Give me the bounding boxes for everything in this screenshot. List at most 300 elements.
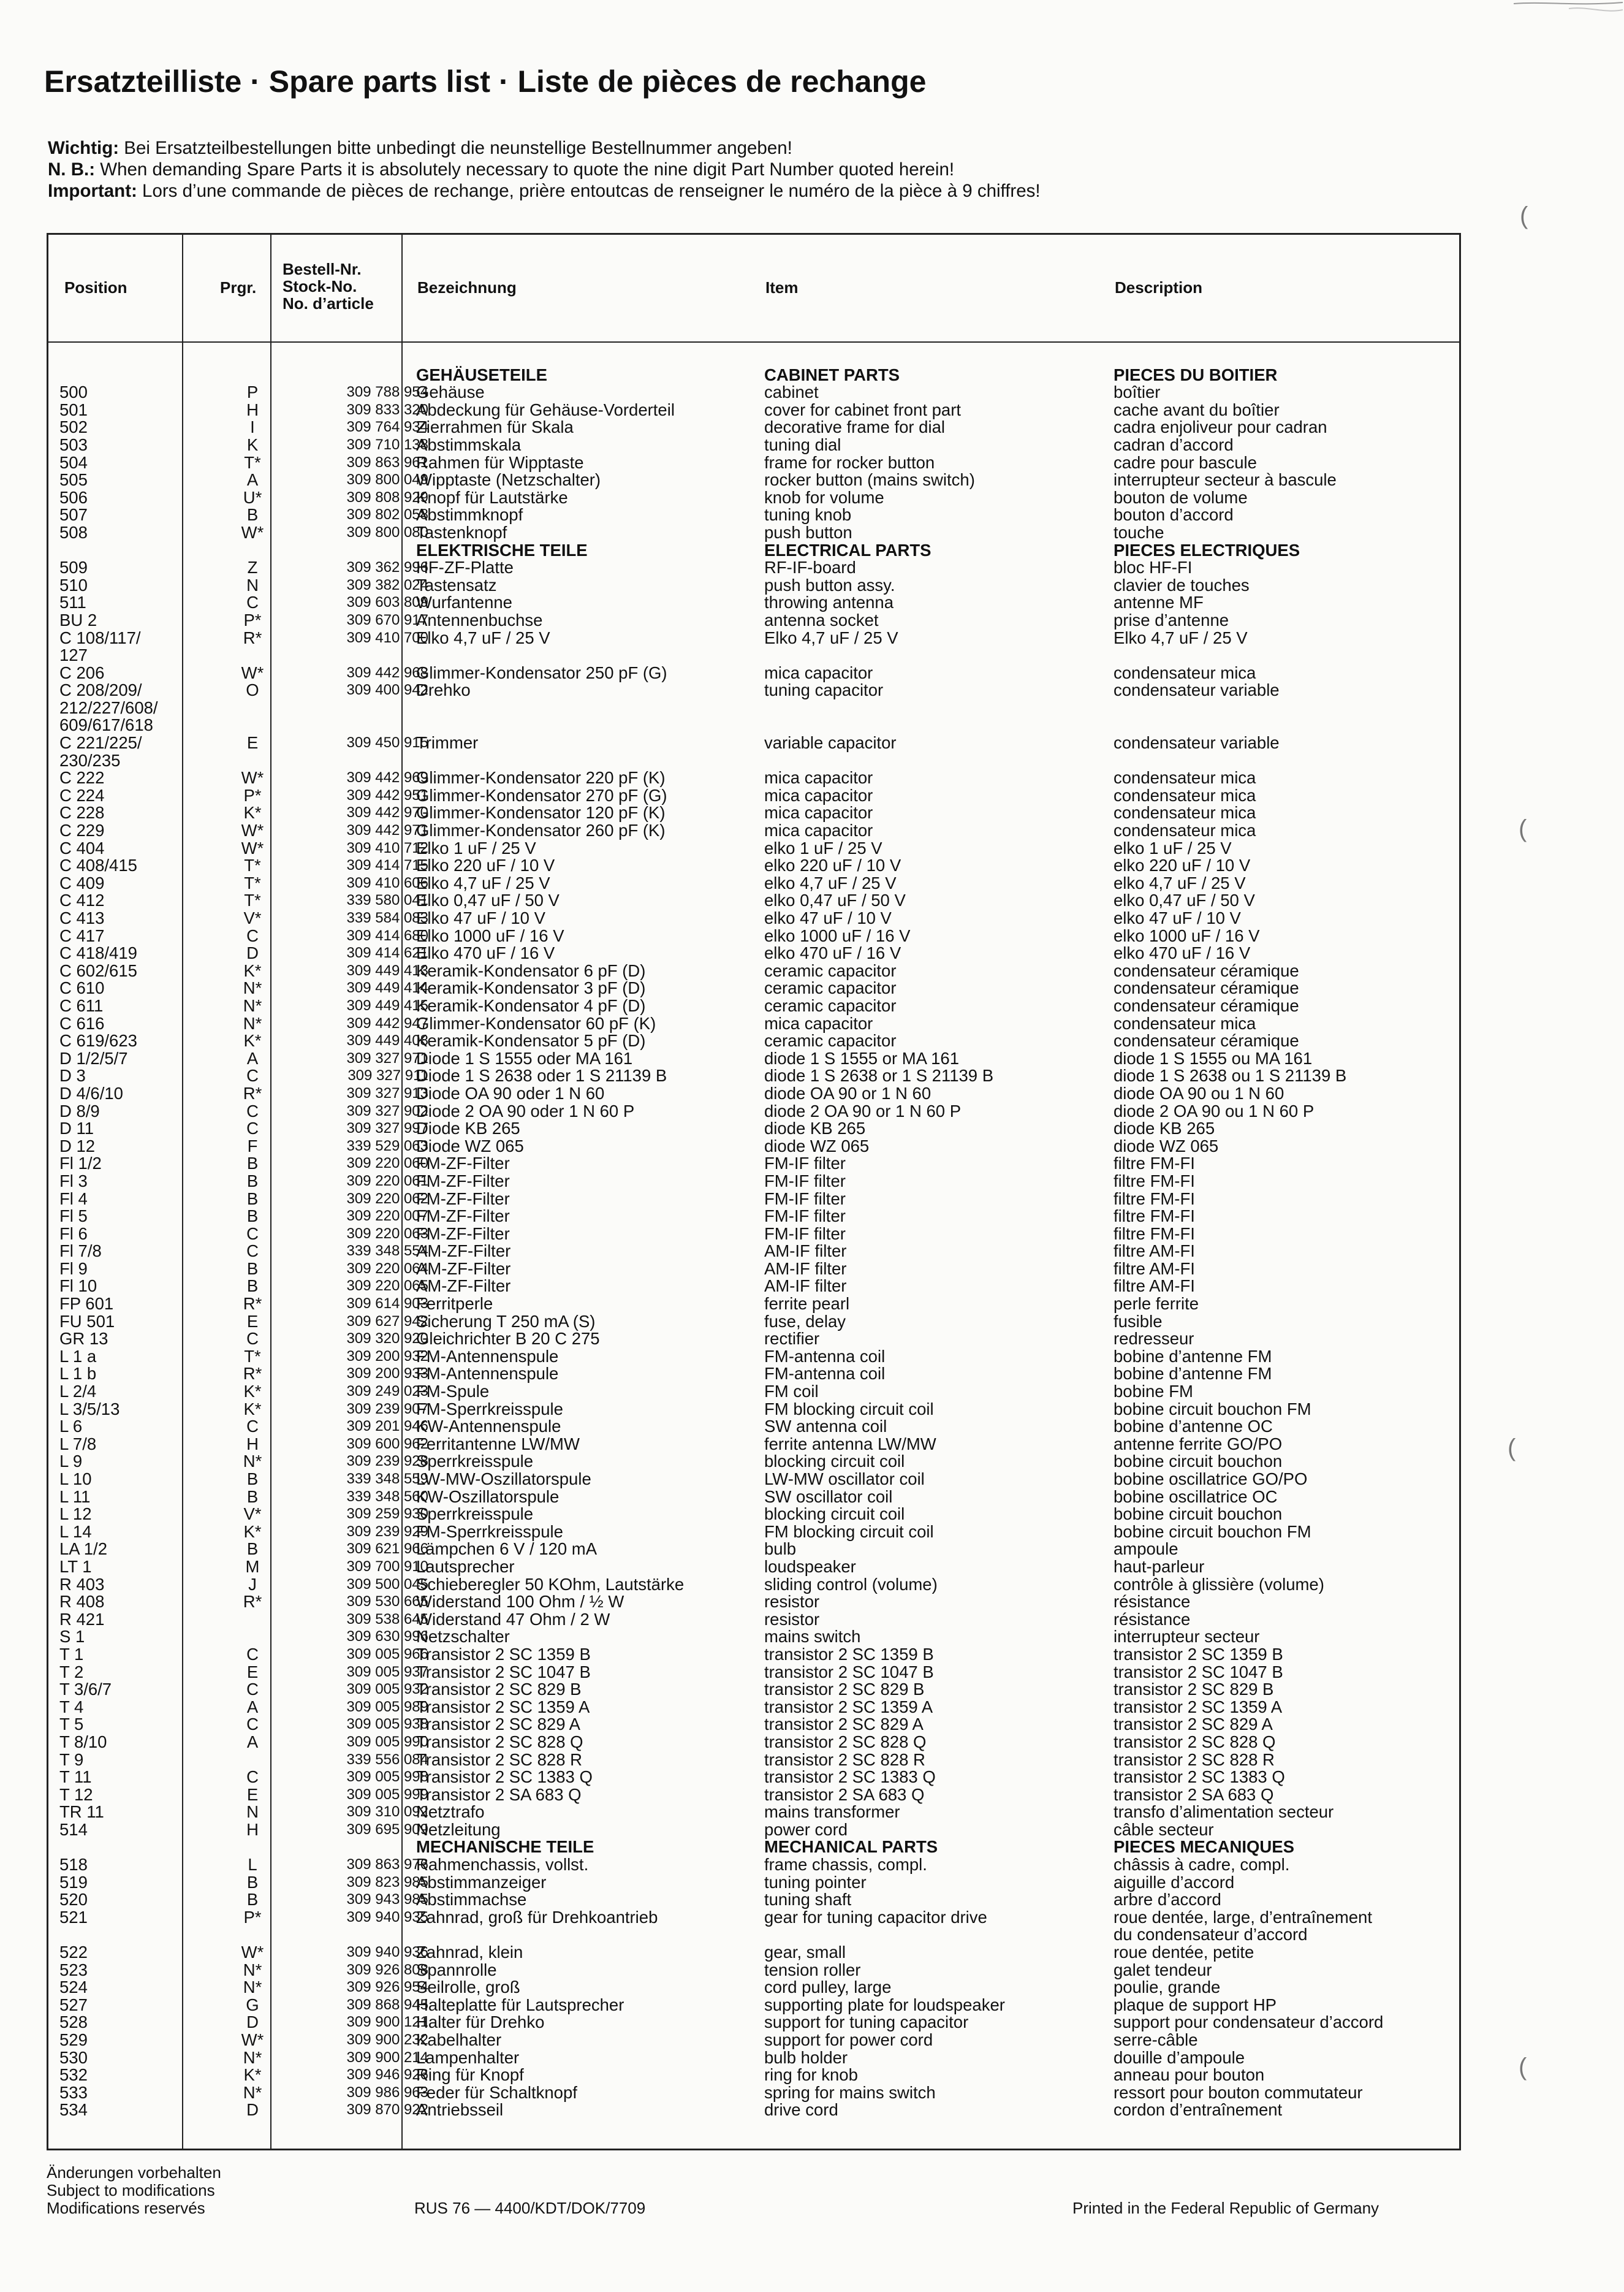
cell-prgr: N* bbox=[243, 1013, 262, 1033]
table-row bbox=[48, 822, 1459, 840]
cell-position: R 408 bbox=[59, 1592, 105, 1612]
cell-position: C 224 bbox=[59, 785, 105, 805]
table-row bbox=[48, 892, 1459, 910]
cell-part-number: 309 442 969 bbox=[346, 769, 428, 786]
cell-prgr: P* bbox=[243, 610, 262, 630]
cell-part-number: 309 788 954 bbox=[346, 384, 428, 401]
table-row bbox=[48, 524, 1459, 542]
cell-item: fuse, delay bbox=[764, 1311, 846, 1331]
cell-item: decorative frame for dial bbox=[764, 417, 945, 437]
cell-item: knob for volume bbox=[764, 487, 884, 507]
cell-bezeichnung: Transistor 2 SC 1359 A bbox=[416, 1697, 590, 1716]
cell-description: PIECES DU BOITIER bbox=[1114, 365, 1278, 384]
cell-bezeichnung: FM-ZF-Filter bbox=[416, 1154, 510, 1173]
cell-bezeichnung: Diode 1 S 2638 oder 1 S 21139 B bbox=[416, 1066, 667, 1086]
cell-part-number: 309 627 942 bbox=[346, 1312, 428, 1330]
cell-bezeichnung: LW-MW-Oszillatorspule bbox=[416, 1469, 591, 1488]
cell-position: T 4 bbox=[59, 1697, 84, 1716]
cell-item: tuning knob bbox=[764, 505, 852, 525]
cell-item: elko 1000 uF / 16 V bbox=[764, 926, 911, 945]
cell-item: FM-IF filter bbox=[764, 1154, 846, 1173]
cell-part-number: 309 603 809 bbox=[346, 594, 428, 611]
cell-part-number: 309 414 715 bbox=[346, 857, 428, 874]
cell-description: condensateur céramique bbox=[1114, 996, 1299, 1015]
cell-prgr: B bbox=[246, 1487, 259, 1506]
cell-prgr: B bbox=[246, 505, 259, 525]
cell-description: condensateur mica bbox=[1114, 663, 1256, 682]
cell-prgr: W* bbox=[241, 2030, 264, 2049]
cell-part-number: 309 926 808 bbox=[346, 1961, 428, 1978]
cell-bezeichnung: Halter für Drehko bbox=[416, 2012, 545, 2032]
cell-description: elko 470 uF / 16 V bbox=[1114, 943, 1251, 963]
cell-description: interrupteur secteur bbox=[1114, 1627, 1260, 1647]
cell-description: condensateur mica bbox=[1114, 785, 1256, 805]
cell-prgr: R* bbox=[243, 628, 262, 647]
cell-description: aiguille d’accord bbox=[1114, 1872, 1235, 1892]
cell-part-number: 309 442 970 bbox=[346, 804, 428, 821]
table-row bbox=[48, 1225, 1459, 1243]
table-row bbox=[48, 1120, 1459, 1138]
table-row bbox=[48, 2084, 1459, 2102]
cell-description: bobine d’antenne FM bbox=[1114, 1346, 1272, 1366]
cell-part-number: 339 348 559 bbox=[346, 1471, 428, 1487]
cell-bezeichnung: Drehko bbox=[416, 680, 471, 700]
cell-part-number: 309 946 926 bbox=[346, 2066, 428, 2084]
cell-description: cadra enjoliveur pour cadran bbox=[1114, 417, 1327, 437]
table-row bbox=[48, 1138, 1459, 1156]
cell-part-number: 309 621 966 bbox=[346, 1540, 428, 1558]
cell-prgr: T* bbox=[244, 1346, 261, 1366]
cell-prgr: P* bbox=[243, 785, 262, 805]
cell-bezeichnung: Gleichrichter B 20 C 275 bbox=[416, 1329, 600, 1349]
cell-bezeichnung: Transistor 2 SC 828 Q bbox=[416, 1732, 583, 1751]
cell-item: tension roller bbox=[764, 1960, 861, 1979]
paper-scuff-mark bbox=[1501, 0, 1624, 37]
cell-prgr: B bbox=[246, 1189, 259, 1208]
cell-prgr: K* bbox=[243, 1031, 262, 1051]
cell-bezeichnung: Sperrkreisspule bbox=[416, 1504, 534, 1524]
cell-prgr: P bbox=[246, 383, 259, 402]
cell-prgr: N* bbox=[243, 2082, 262, 2102]
cell-bezeichnung: Keramik-Kondensator 3 pF (D) bbox=[416, 978, 646, 998]
cell-description: cordon d’entraînement bbox=[1114, 2100, 1283, 2120]
cell-description: serre-câble bbox=[1114, 2030, 1198, 2049]
cell-part-number: 309 449 414 bbox=[346, 980, 428, 997]
cell-position: 509 bbox=[59, 558, 88, 577]
cell-description: filtre FM-FI bbox=[1114, 1189, 1195, 1208]
cell-position: L 6 bbox=[59, 1417, 83, 1436]
table-row bbox=[48, 1751, 1459, 1769]
cell-part-number: 339 529 063 bbox=[346, 1137, 428, 1154]
section-heading-row bbox=[48, 1838, 1459, 1856]
cell-part-number: 309 414 680 bbox=[346, 927, 428, 944]
cell-item: transistor 2 SC 1359 B bbox=[764, 1644, 934, 1664]
table-row bbox=[48, 1664, 1459, 1681]
cell-item: AM-IF filter bbox=[764, 1241, 847, 1261]
cell-bezeichnung: Abdeckung für Gehäuse-Vorderteil bbox=[416, 400, 675, 419]
cell-bezeichnung: Gehäuse bbox=[416, 383, 485, 402]
cell-prgr: E bbox=[246, 1311, 259, 1331]
cell-part-number: 309 500 045 bbox=[346, 1575, 428, 1593]
table-row bbox=[48, 1558, 1459, 1576]
cell-part-number: 309 320 920 bbox=[346, 1330, 428, 1347]
cell-prgr: C bbox=[246, 1715, 259, 1734]
table-row bbox=[48, 1821, 1459, 1839]
cell-item: rectifier bbox=[764, 1329, 820, 1349]
cell-item: cord pulley, large bbox=[764, 1978, 892, 1997]
cell-bezeichnung: Elko 47 uF / 10 V bbox=[416, 908, 545, 927]
table-row bbox=[48, 1786, 1459, 1804]
cell-position: T 9 bbox=[59, 1749, 84, 1769]
cell-bezeichnung: Diode 1 S 1555 oder MA 161 bbox=[416, 1048, 633, 1068]
cell-bezeichnung: Abstimmskala bbox=[416, 435, 522, 454]
cell-part-number: 309 327 971 bbox=[346, 1049, 428, 1067]
cell-description: contrôle à glissière (volume) bbox=[1114, 1574, 1324, 1594]
cell-prgr: B bbox=[246, 1890, 259, 1909]
cell-prgr: E bbox=[246, 1662, 259, 1681]
cell-position: 532 bbox=[59, 2065, 88, 2085]
cell-position: T 12 bbox=[59, 1784, 93, 1804]
cell-part-number: 309 239 929 bbox=[346, 1523, 428, 1540]
table-row bbox=[48, 612, 1459, 630]
table-row bbox=[48, 489, 1459, 507]
header-divider bbox=[48, 341, 1459, 343]
table-row bbox=[48, 1330, 1459, 1348]
table-row bbox=[48, 752, 1459, 770]
cell-bezeichnung: Transistor 2 SC 1359 B bbox=[416, 1644, 591, 1664]
cell-item: elko 0,47 uF / 50 V bbox=[764, 891, 906, 910]
cell-description: diode 1 S 2638 ou 1 S 21139 B bbox=[1114, 1066, 1347, 1086]
header-item: Item bbox=[765, 278, 799, 297]
cell-item: gear, small bbox=[764, 1943, 846, 1962]
cell-item: variable capacitor bbox=[764, 733, 897, 753]
cell-bezeichnung: Rahmen für Wipptaste bbox=[416, 452, 584, 472]
table-row bbox=[48, 1383, 1459, 1401]
cell-bezeichnung: AM-ZF-Filter bbox=[416, 1276, 511, 1296]
cell-description: transistor 2 SC 1383 Q bbox=[1114, 1767, 1285, 1787]
cell-description: roue dentée, petite bbox=[1114, 1943, 1254, 1962]
table-row bbox=[48, 402, 1459, 419]
cell-description: transistor 2 SA 683 Q bbox=[1114, 1784, 1274, 1804]
cell-part-number: 309 362 996 bbox=[346, 559, 428, 576]
cell-bezeichnung: Ferritantenne LW/MW bbox=[416, 1434, 580, 1453]
hole-punch-mark: ( bbox=[1508, 1434, 1516, 1461]
cell-item: FM-antenna coil bbox=[764, 1364, 886, 1384]
cell-item: diode 1 S 2638 or 1 S 21139 B bbox=[764, 1066, 994, 1086]
table-row bbox=[48, 2049, 1459, 2067]
table-row bbox=[48, 1611, 1459, 1629]
cell-part-number: 309 802 058 bbox=[346, 506, 428, 524]
cell-item: RF-IF-board bbox=[764, 558, 856, 577]
cell-description: diode 1 S 1555 ou MA 161 bbox=[1114, 1048, 1313, 1068]
table-row bbox=[48, 1646, 1459, 1664]
cell-description: ressort pour bouton commutateur bbox=[1114, 2082, 1363, 2102]
cell-item: ferrite pearl bbox=[764, 1294, 850, 1314]
cell-part-number: 309 764 934 bbox=[346, 419, 428, 436]
cell-prgr: A bbox=[246, 470, 259, 490]
cell-item: blocking circuit coil bbox=[764, 1504, 905, 1524]
cell-position: D 12 bbox=[59, 1136, 96, 1156]
cell-prgr: E bbox=[246, 733, 259, 753]
table-row bbox=[48, 647, 1459, 664]
table-row bbox=[48, 1243, 1459, 1260]
cell-part-number: 309 710 138 bbox=[346, 436, 428, 453]
cell-bezeichnung: MECHANISCHE TEILE bbox=[416, 1837, 594, 1857]
cell-item: transistor 2 SC 829 B bbox=[764, 1680, 925, 1699]
cell-bezeichnung: Antennenbuchse bbox=[416, 610, 543, 630]
cell-part-number: 309 220 063 bbox=[346, 1225, 428, 1242]
cell-position: L 1 b bbox=[59, 1364, 97, 1384]
cell-prgr: N bbox=[246, 575, 259, 595]
cell-prgr: R* bbox=[243, 1294, 262, 1314]
cell-description: roue dentée, large, d’entraînement bbox=[1114, 1907, 1372, 1927]
cell-position: LA 1/2 bbox=[59, 1539, 107, 1559]
cell-item: elko 470 uF / 16 V bbox=[764, 943, 901, 963]
cell-part-number: 309 800 080 bbox=[346, 524, 428, 541]
cell-item: frame for rocker button bbox=[764, 452, 935, 472]
cell-bezeichnung: Schieberegler 50 KOhm, Lautstärke bbox=[416, 1574, 685, 1594]
table-row bbox=[48, 1540, 1459, 1558]
cell-bezeichnung: Trimmer bbox=[416, 733, 479, 753]
table-row bbox=[48, 1365, 1459, 1383]
cell-item: AM-IF filter bbox=[764, 1258, 847, 1278]
cell-description: condensateur céramique bbox=[1114, 1031, 1299, 1051]
table-row bbox=[48, 1313, 1459, 1331]
cell-description: câble secteur bbox=[1114, 1819, 1214, 1839]
cell-position: Fl 7/8 bbox=[59, 1241, 102, 1261]
cell-item: ring for knob bbox=[764, 2065, 858, 2085]
cell-bezeichnung: Glimmer-Kondensator 60 pF (K) bbox=[416, 1013, 656, 1033]
cell-position: FP 601 bbox=[59, 1294, 114, 1314]
cell-description: plaque de support HP bbox=[1114, 1995, 1277, 2014]
cell-prgr: M bbox=[245, 1556, 260, 1576]
table-row bbox=[48, 1768, 1459, 1786]
table-row bbox=[48, 945, 1459, 962]
table-row bbox=[48, 1716, 1459, 1734]
cell-part-number: 309 327 911 bbox=[347, 1067, 428, 1084]
cell-prgr: B bbox=[246, 1276, 259, 1296]
header-prgr: Prgr. bbox=[220, 278, 257, 297]
cell-bezeichnung: Keramik-Kondensator 6 pF (D) bbox=[416, 961, 646, 980]
cell-position: C 417 bbox=[59, 926, 105, 945]
cell-description: interrupteur secteur à bascule bbox=[1114, 470, 1337, 490]
cell-item: cabinet bbox=[764, 383, 819, 402]
cell-description: bobine circuit bouchon FM bbox=[1114, 1521, 1311, 1541]
cell-bezeichnung: Ring für Knopf bbox=[416, 2065, 524, 2085]
cell-bezeichnung: Transistor 2 SA 683 Q bbox=[416, 1784, 582, 1804]
cell-bezeichnung: Zahnrad, klein bbox=[416, 1943, 523, 1962]
cell-bezeichnung: Zierrahmen für Skala bbox=[416, 417, 574, 437]
cell-description: bouton d’accord bbox=[1114, 505, 1234, 525]
cell-position: C 206 bbox=[59, 663, 105, 682]
cell-part-number: 309 220 062 bbox=[346, 1190, 428, 1207]
cell-prgr: A bbox=[246, 1048, 259, 1068]
cell-position: T 2 bbox=[59, 1662, 84, 1681]
cell-part-number: 309 005 989 bbox=[346, 1698, 428, 1715]
table-row bbox=[48, 1208, 1459, 1225]
cell-item: resistor bbox=[764, 1609, 820, 1629]
cell-position: C 409 bbox=[59, 873, 105, 893]
cell-bezeichnung: Transistor 2 SC 829 A bbox=[416, 1715, 580, 1734]
cell-bezeichnung: Transistor 2 SC 1383 Q bbox=[416, 1767, 593, 1787]
cell-description: bloc HF-FI bbox=[1114, 558, 1193, 577]
cell-item: gear for tuning capacitor drive bbox=[764, 1907, 987, 1927]
table-row bbox=[48, 699, 1459, 717]
cell-item: SW oscillator coil bbox=[764, 1487, 893, 1506]
cell-prgr: B bbox=[246, 1258, 259, 1278]
table-row bbox=[48, 1997, 1459, 2014]
cell-prgr: W* bbox=[241, 663, 264, 682]
cell-bezeichnung: Netzleitung bbox=[416, 1819, 501, 1839]
table-row bbox=[48, 419, 1459, 436]
cell-item: supporting plate for loudspeaker bbox=[764, 1995, 1005, 2014]
cell-item: frame chassis, compl. bbox=[764, 1855, 927, 1875]
cell-position: C 228 bbox=[59, 803, 105, 823]
cell-description: bobine circuit bouchon bbox=[1114, 1504, 1283, 1524]
cell-bezeichnung: Elko 220 uF / 10 V bbox=[416, 856, 555, 875]
hole-punch-mark: ( bbox=[1519, 2054, 1527, 2081]
cell-item: tuning capacitor bbox=[764, 680, 884, 700]
cell-prgr: K* bbox=[243, 961, 262, 980]
table-row bbox=[48, 769, 1459, 787]
cell-position: 529 bbox=[59, 2030, 88, 2049]
cell-description: diode WZ 065 bbox=[1114, 1136, 1219, 1156]
cell-description: transistor 2 SC 1359 B bbox=[1114, 1644, 1283, 1664]
cell-item: resistor bbox=[764, 1592, 820, 1612]
cell-description: condensateur céramique bbox=[1114, 978, 1299, 998]
table-row bbox=[48, 997, 1459, 1015]
cell-part-number: 309 442 971 bbox=[346, 822, 428, 839]
cell-position: C 610 bbox=[59, 978, 105, 998]
cell-item: transistor 2 SA 683 Q bbox=[764, 1784, 925, 1804]
cell-position: 521 bbox=[59, 1907, 88, 1927]
cell-position: C 602/615 bbox=[59, 961, 137, 980]
cell-prgr: W* bbox=[241, 768, 264, 788]
cell-item: diode 2 OA 90 or 1 N 60 P bbox=[764, 1101, 962, 1121]
cell-position: TR 11 bbox=[59, 1802, 104, 1822]
cell-description: condensateur variable bbox=[1114, 733, 1280, 753]
cell-part-number: 309 200 932 bbox=[346, 1347, 428, 1365]
table-row bbox=[48, 1699, 1459, 1716]
cell-position: T 1 bbox=[59, 1644, 84, 1664]
cell-position: T 5 bbox=[59, 1715, 84, 1734]
cell-part-number: 309 614 903 bbox=[346, 1295, 428, 1312]
cell-part-number: 339 580 041 bbox=[346, 892, 428, 909]
cell-part-number: 309 823 985 bbox=[346, 1873, 428, 1890]
cell-prgr: N* bbox=[243, 996, 262, 1015]
table-row bbox=[48, 664, 1459, 682]
cell-prgr: N bbox=[246, 1802, 259, 1822]
cell-bezeichnung: Halteplatte für Lautsprecher bbox=[416, 1995, 624, 2014]
cell-prgr: C bbox=[246, 1101, 259, 1121]
cell-position: 522 bbox=[59, 1943, 88, 1962]
cell-position: 507 bbox=[59, 505, 88, 525]
cell-description: redresseur bbox=[1114, 1329, 1194, 1349]
table-row bbox=[48, 1295, 1459, 1313]
table-row bbox=[48, 1348, 1459, 1366]
cell-position: L 11 bbox=[59, 1487, 91, 1506]
cell-description: cache avant du boîtier bbox=[1114, 400, 1280, 419]
cell-position: GR 13 bbox=[59, 1329, 108, 1349]
cell-prgr: T* bbox=[244, 856, 261, 875]
cell-part-number: 339 584 083 bbox=[346, 910, 428, 926]
cell-prgr: K* bbox=[243, 803, 262, 823]
cell-part-number: 309 450 915 bbox=[346, 734, 428, 752]
cell-bezeichnung: Glimmer-Kondensator 270 pF (G) bbox=[416, 785, 667, 805]
cell-part-number: 309 005 932 bbox=[346, 1681, 428, 1698]
cell-position: C 222 bbox=[59, 768, 105, 788]
cell-item: LW-MW oscillator coil bbox=[764, 1469, 925, 1488]
order-notes bbox=[48, 137, 1041, 202]
cell-bezeichnung: ELEKTRISCHE TEILE bbox=[416, 540, 588, 560]
cell-position: C 408/415 bbox=[59, 856, 137, 875]
cell-description: bobine circuit bouchon FM bbox=[1114, 1399, 1311, 1418]
parts-table bbox=[47, 233, 1461, 2150]
cell-item: drive cord bbox=[764, 2100, 838, 2120]
cell-prgr: B bbox=[246, 1539, 259, 1559]
cell-description: condensateur mica bbox=[1114, 803, 1256, 823]
note-fr: Important: Lors d’une commande de pièces de rechange, prière entoutcas de renseigner le numéro de la pièce à 9 chiffres! bbox=[48, 181, 1041, 201]
cell-bezeichnung: FM-ZF-Filter bbox=[416, 1206, 510, 1226]
note-de: Wichtig: Bei Ersatzteilbestellungen bitte unbedingt die neunstellige Bestellnummer angeben! bbox=[48, 138, 792, 158]
cell-part-number: 309 868 945 bbox=[346, 1996, 428, 2013]
cell-description: transistor 2 SC 1359 A bbox=[1114, 1697, 1283, 1716]
cell-description: résistance bbox=[1114, 1609, 1191, 1629]
cell-bezeichnung: Rahmenchassis, vollst. bbox=[416, 1855, 589, 1875]
cell-part-number: 309 410 606 bbox=[346, 874, 428, 891]
cell-position: T 8/10 bbox=[59, 1732, 107, 1751]
table-row bbox=[48, 1401, 1459, 1418]
cell-bezeichnung: Glimmer-Kondensator 120 pF (K) bbox=[416, 803, 666, 823]
cell-prgr: T* bbox=[244, 452, 261, 472]
cell-bezeichnung: Keramik-Kondensator 5 pF (D) bbox=[416, 1031, 646, 1051]
cell-bezeichnung: Seilrolle, groß bbox=[416, 1978, 520, 1997]
cell-description: transistor 2 SC 1047 B bbox=[1114, 1662, 1283, 1681]
cell-position: C 619/623 bbox=[59, 1031, 137, 1051]
cell-prgr: N* bbox=[243, 1452, 262, 1471]
cell-prgr: T* bbox=[244, 873, 261, 893]
cell-position: D 3 bbox=[59, 1066, 86, 1086]
cell-bezeichnung: Elko 4,7 uF / 25 V bbox=[416, 873, 550, 893]
cell-description: poulie, grande bbox=[1114, 1978, 1221, 1997]
cell-description: arbre d’accord bbox=[1114, 1890, 1221, 1909]
cell-position: C 404 bbox=[59, 838, 105, 858]
cell-position: Fl 4 bbox=[59, 1189, 88, 1208]
table-row bbox=[48, 1944, 1459, 1962]
cell-description: bobine oscillatrice OC bbox=[1114, 1487, 1278, 1506]
note-en: N. B.: When demanding Spare Parts it is absolutely necessary to quote the nine digit Part Number quoted herein! bbox=[48, 159, 955, 180]
cell-bezeichnung: Widerstand 47 Ohm / 2 W bbox=[416, 1609, 610, 1629]
cell-prgr: U* bbox=[243, 487, 262, 507]
cell-item: FM blocking circuit coil bbox=[764, 1521, 934, 1541]
cell-description: transistor 2 SC 828 R bbox=[1114, 1749, 1275, 1769]
cell-bezeichnung: Abstimmanzeiger bbox=[416, 1872, 547, 1892]
table-row bbox=[48, 1734, 1459, 1751]
cell-description: haut-parleur bbox=[1114, 1556, 1205, 1576]
cell-item: FM-IF filter bbox=[764, 1206, 846, 1226]
cell-position: C 108/117/ bbox=[59, 628, 141, 647]
cell-part-number: 309 327 902 bbox=[346, 1102, 428, 1119]
header-description: Description bbox=[1115, 278, 1203, 297]
cell-prgr: F bbox=[247, 1136, 258, 1156]
hole-punch-mark: ( bbox=[1520, 202, 1528, 229]
header-part-number: Bestell-Nr. Stock-No. No. d’article bbox=[283, 260, 374, 313]
cell-bezeichnung: FM-Spule bbox=[416, 1382, 490, 1401]
cell-bezeichnung: Transistor 2 SC 829 B bbox=[416, 1680, 582, 1699]
table-row bbox=[48, 1418, 1459, 1436]
table-row bbox=[48, 2066, 1459, 2084]
cell-part-number: 309 220 007 bbox=[346, 1208, 428, 1225]
